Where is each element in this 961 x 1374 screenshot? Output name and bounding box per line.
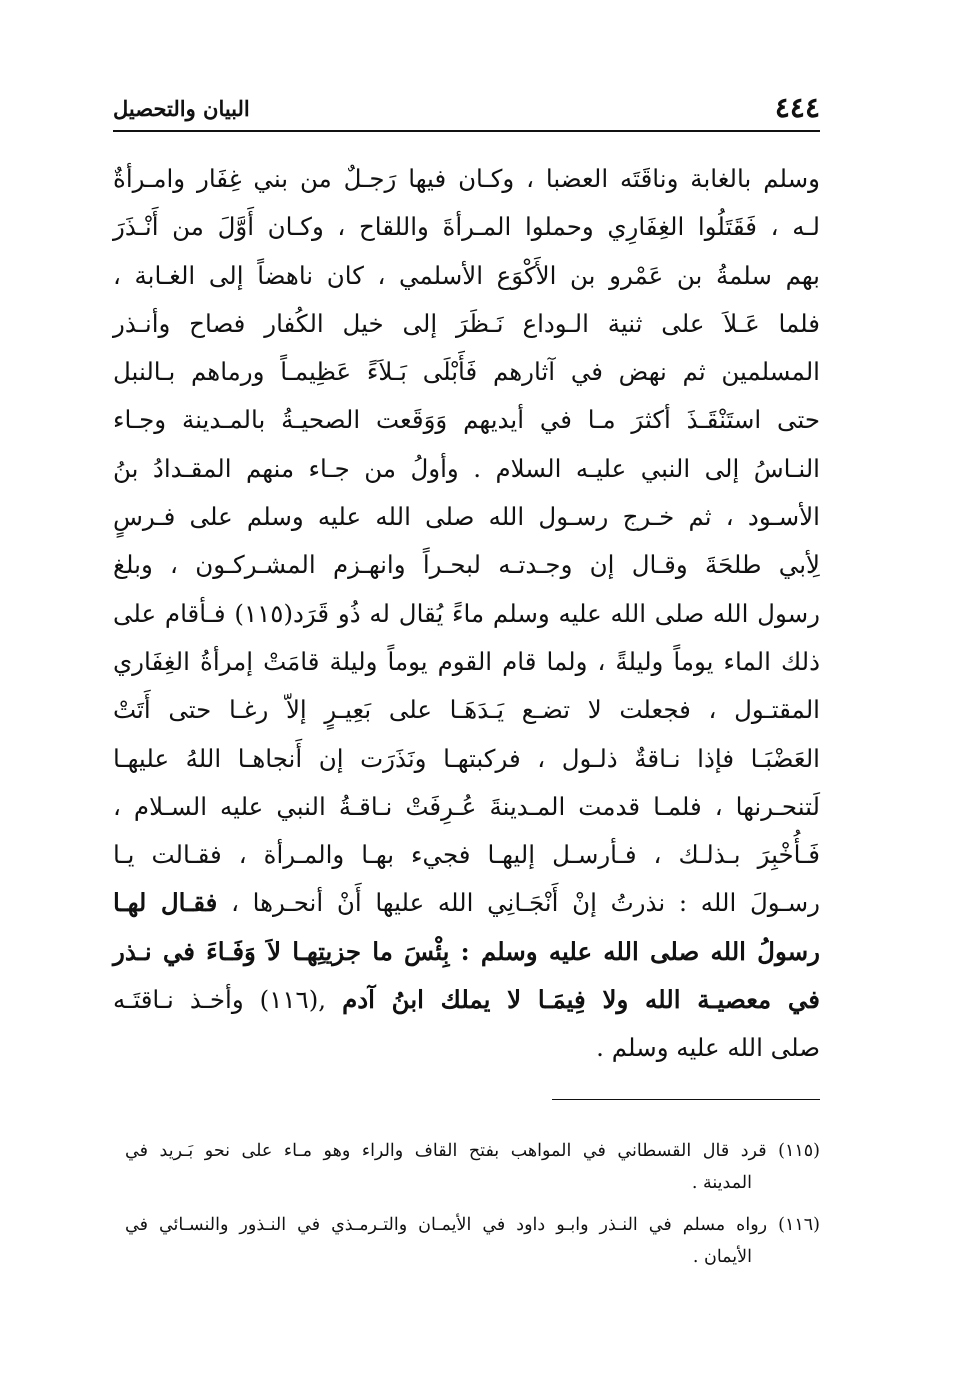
- footnote-116: [125, 1209, 820, 1273]
- text-line: فَـأُخْبِرَ بـذلـك ، فـأرسـل إليهـا فجيء بهـا والمـرأة ، فقـالت يـا: [113, 840, 820, 870]
- text-line-bold: رسولُ الله صلى الله عليه وسلم : بِئْسَ ما جزيتِهـا لاَ وَفَـاءَ في نـذر: [113, 936, 820, 966]
- text-line: وسلم بالغابة وناقَتَه العضبا ، وكـان فيها رَجـلٌ من بني غِفَار وامـرأةٌ: [113, 164, 820, 193]
- text-line: العَضْبَـا فإذا نـاقةٌ ذلـول ، فركبتهـا ونَذَرَت إن أَنجاهـا اللهُ عليهـا: [113, 743, 820, 773]
- bold-segment: فقـال لهـا: [113, 888, 218, 918]
- page-number: ٤٤٤: [774, 91, 820, 124]
- text-line: المسلمين ثم نهض في آثارهم فَأَبْلَى بَـلاَءً عَظِيمـاً ورماهم بـالنبل: [113, 357, 820, 387]
- footnote-divider: [552, 1099, 820, 1100]
- footnote-line: المدينة .: [691, 1173, 752, 1193]
- page-header: [113, 92, 820, 132]
- footnote-line: (١١٥) قرد قال القسطاني في المواهب بفتح القاف والراء وهو مـاء على نحو بَـريد في: [125, 1141, 820, 1161]
- bold-segment: في معصيـة الله ولا فِيمَـا لا يملك ابنُ آدم: [342, 985, 820, 1015]
- text-line: صلى الله عليه وسلم .: [596, 1033, 820, 1063]
- text-line-mixed: [113, 976, 820, 1024]
- text-segment: رسـولَ الله : نذرتُ إنْ أَنْجَـانِي الله عليها أَنْ أنحـرها ،: [231, 888, 820, 918]
- main-text: [113, 155, 820, 1073]
- text-line: لـه ، فَقَتَلُوا الغِفَارِي وحملوا المـرأةَ واللقاح ، وكـان أَوَّلَ من أَنْـذَرَ: [113, 212, 820, 242]
- text-line: ذلك الماء يوماً وليلةً ، ولما قام القوم يوماً وليلة قامَتْ إمرأةُ الغِفَاري: [113, 646, 820, 676]
- text-line: الأسـود ، ثم خـرج رسـول الله صلى الله عليه وسلم على فـرسٍ: [113, 502, 820, 532]
- text-line: لَتنحـرنها ، فلمـا قدمت المـدينةَ عُـرِفَتْ نـاقـةُ النبي عليه السـلام ،: [113, 791, 820, 821]
- footnote-line: الأيمان .: [692, 1247, 752, 1267]
- text-line: المقتـول ، فجعلت لا تضـع يَـدَهَـا على بَعِيـرٍ إلاّ رغـا حتى أَتَتْ: [113, 695, 820, 725]
- running-title: البيان والتحصيل: [113, 96, 250, 121]
- text-line: رسول الله صلى الله عليه وسلم ماءً يُقال له ذُو قَرَد(١١٥) فـأقام على: [113, 598, 820, 628]
- footnotes: [125, 1135, 820, 1283]
- footnote-115: [125, 1135, 820, 1199]
- text-line: فلما عَـلاَ على ثنية الـوداع نَـظَرَ إلى خيل الكُفار فصاح وأنـذر: [113, 308, 820, 338]
- text-line: حتى استَنْقَـذَ أكثرَ مـا في أيديهم وَوَقَعت الصحيـةُ بالمـدينة وجـاء: [113, 405, 820, 435]
- text-line: النـاسُ إلى النبي عليـه السلام . وأولُ من جـاء منهم المقـدادُ بنُ: [113, 453, 820, 483]
- text-segment: ,(١١٦) وأخـذ نـاقتَـه: [113, 985, 327, 1015]
- text-line: لِأبي طلحَةَ وقـال إن وجـدتـه لبحـراً وانهـزم المشـركـون ، وبلغ: [113, 550, 820, 580]
- text-line: بهم سلمةُ بن عَمْرو بن الأَكْوَع الأسلمي ، كان ناهضاً إلى الغـابة ،: [113, 260, 820, 290]
- footnote-line: (١١٦) رواه مسلم في النـذر وابـو داود في الأيمـان والتـرمـذي في النـذور والنسـائي في: [125, 1215, 820, 1235]
- text-line-mixed: [113, 879, 820, 927]
